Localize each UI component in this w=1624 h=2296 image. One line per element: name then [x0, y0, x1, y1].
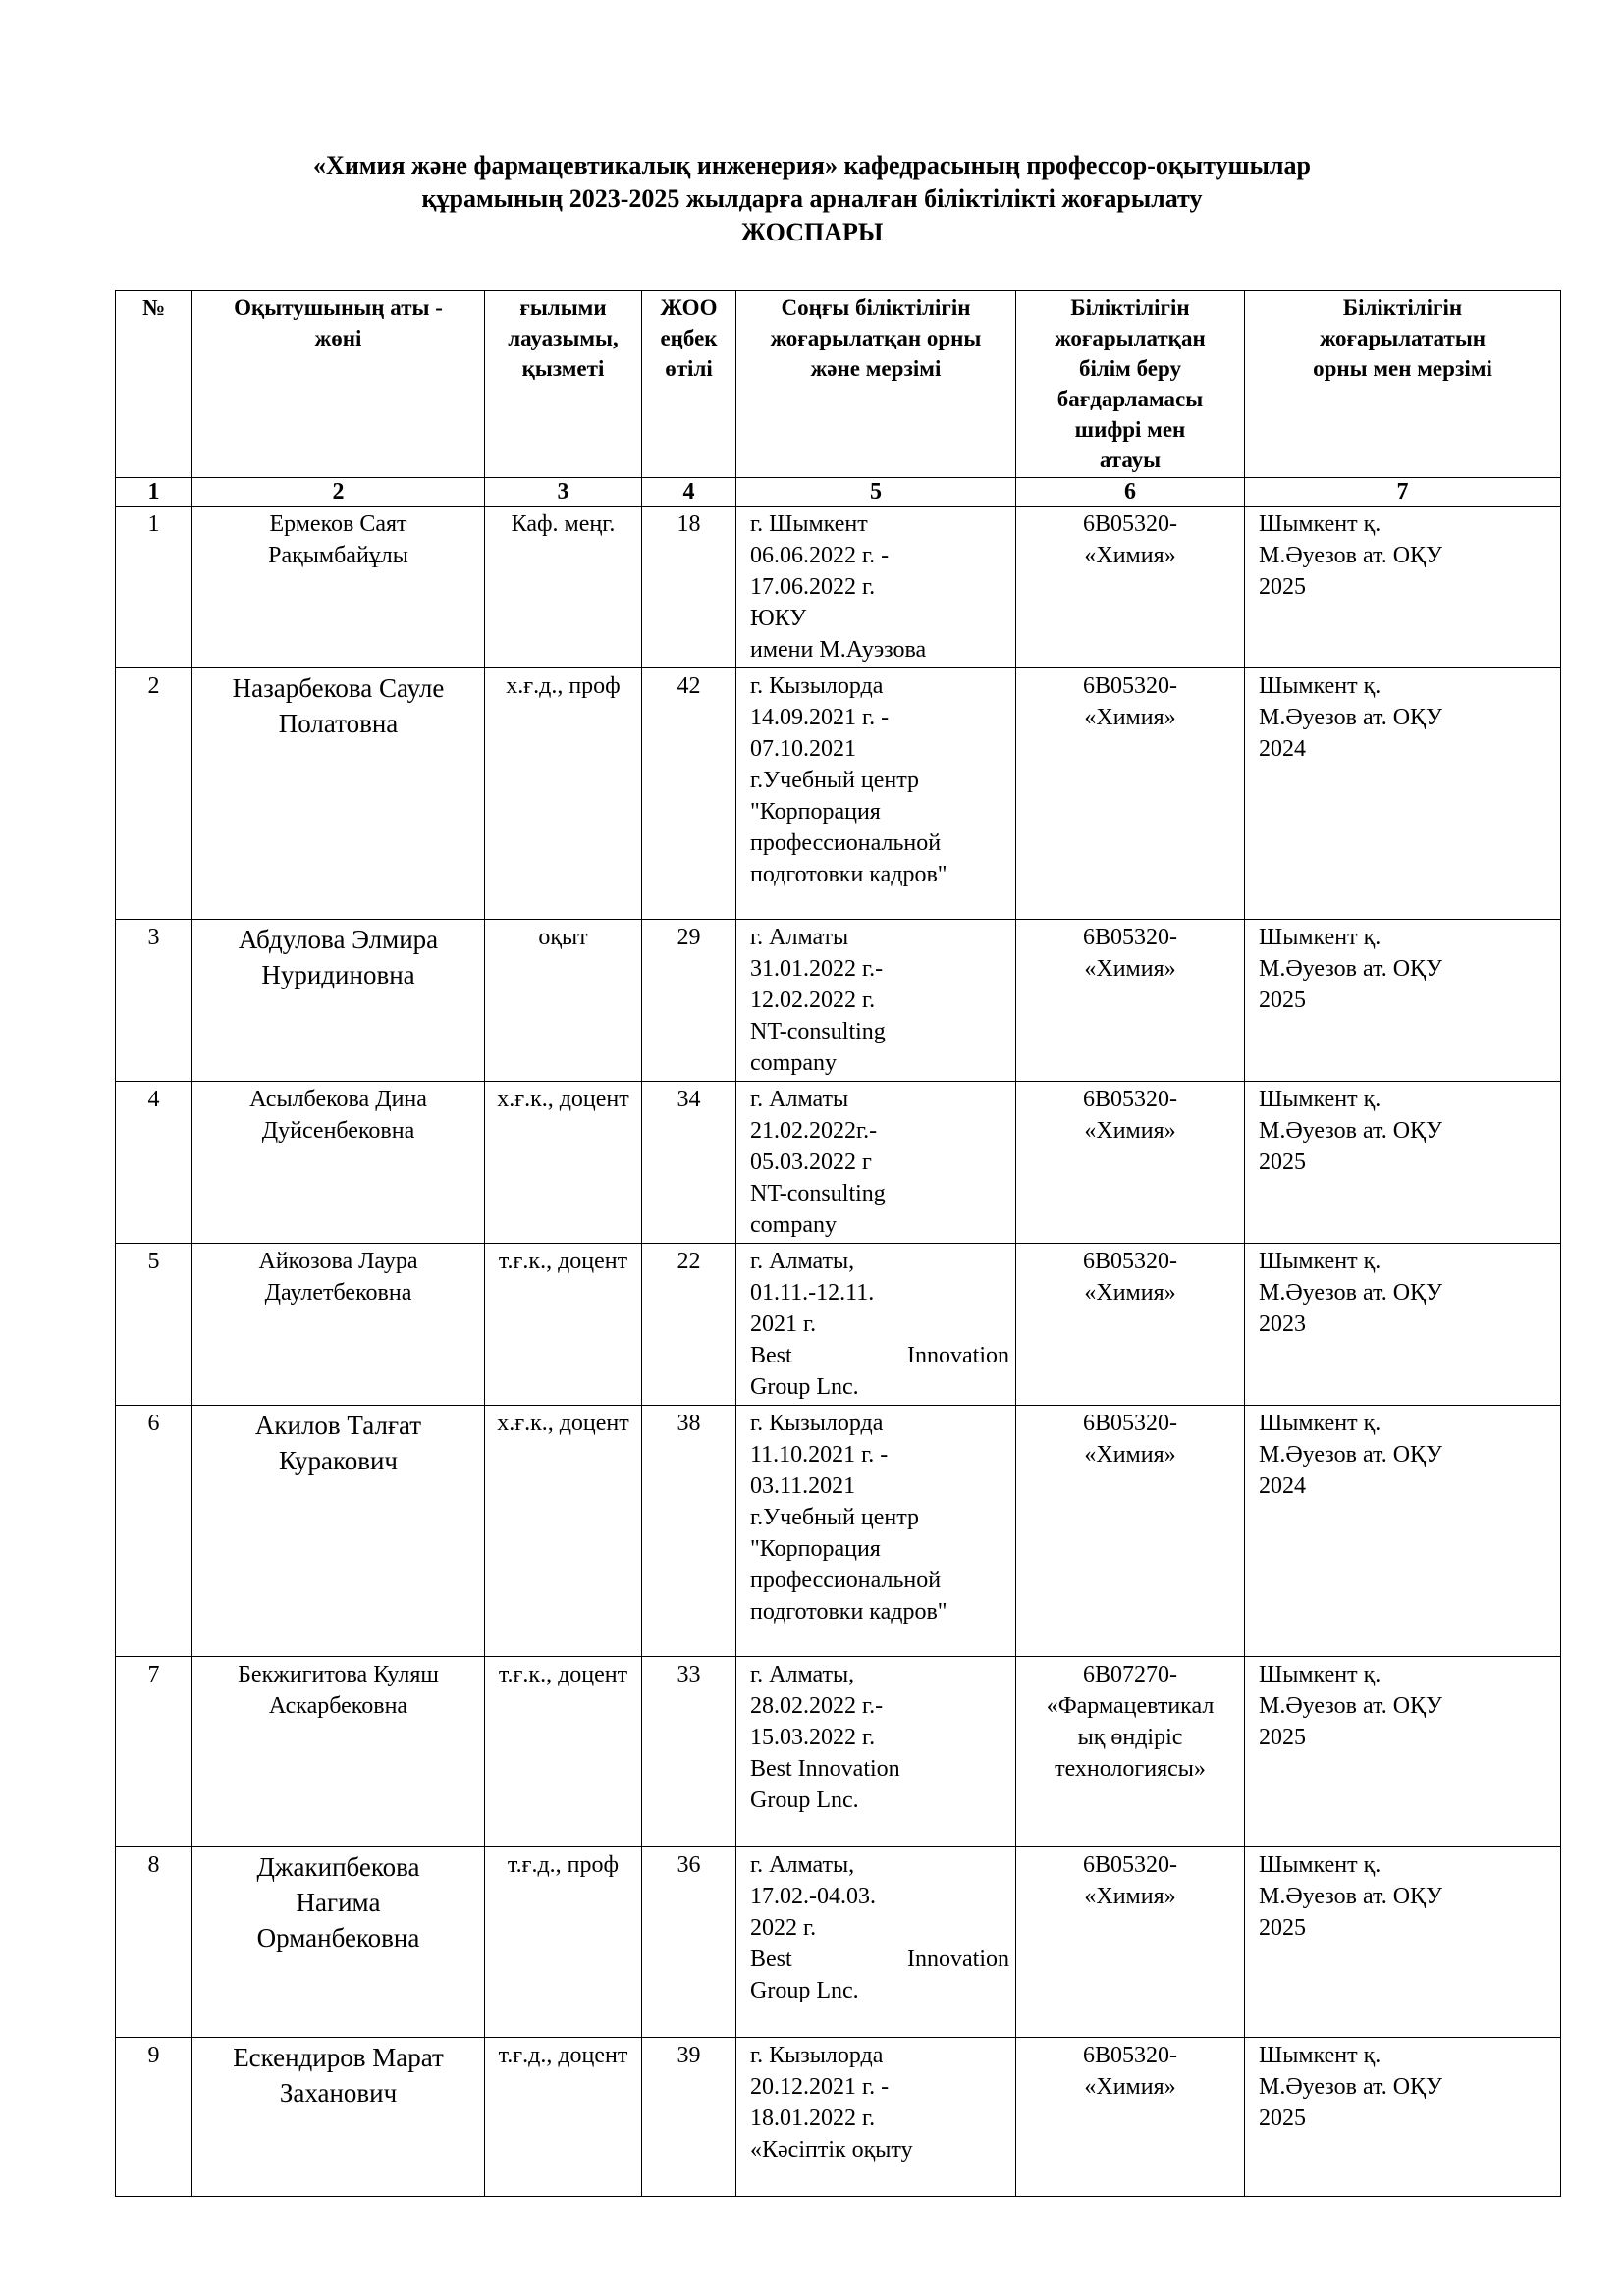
cell-line: 9	[147, 2043, 160, 2068]
cell-line: Біліктілігін	[1070, 295, 1190, 320]
cell-line: «Фармацевтикал	[1046, 1693, 1215, 1719]
column-number: 6	[1016, 478, 1245, 507]
table-row	[116, 507, 1561, 668]
program-cell	[1016, 1406, 1245, 1657]
cell-line: Куракович	[279, 1446, 398, 1475]
cell-line: бағдарламасы	[1056, 387, 1204, 411]
cell-line: «Химия»	[1084, 1442, 1176, 1468]
program-cell	[1016, 2038, 1245, 2197]
cell-line: жоғарылатқан	[1055, 326, 1206, 350]
cell-line: Айкозова Лаура	[258, 1249, 418, 1274]
cell-line: жоғарылатқан орны	[770, 326, 982, 350]
cell-line: т.ғ.д., доцент	[498, 2043, 628, 2068]
header-row	[116, 291, 1561, 478]
table-row	[116, 668, 1561, 920]
cell-line: 6В07270-	[1083, 1662, 1177, 1687]
cell-line: г. Алматы	[750, 1087, 849, 1112]
teacher-name-cell	[192, 507, 485, 668]
cell-line: г. Алматы	[750, 925, 849, 950]
cell-line: Дуйсенбековна	[261, 1118, 415, 1144]
cell-line: «Химия»	[1084, 543, 1176, 568]
cell-line: 03.11.2021	[750, 1473, 856, 1499]
teacher-name-cell	[192, 1847, 485, 2038]
cell-line: М.Әуезов ат. ОҚУ	[1259, 1118, 1443, 1144]
cell-line: 6В05320-	[1083, 1852, 1177, 1878]
document-title	[0, 149, 1624, 249]
cell-line: г.Учебный центр	[750, 1505, 919, 1530]
planned-training-cell	[1245, 668, 1561, 920]
cell-line: Бекжигитова Куляш	[238, 1662, 439, 1687]
cell-line: Шымкент қ.	[1259, 1087, 1381, 1112]
cell-line: профессиональной	[750, 1568, 942, 1593]
cell-line: Group Lnc.	[750, 1374, 859, 1400]
cell-line: Best Innovation	[750, 1343, 1009, 1368]
planned-training-cell	[1245, 920, 1561, 1082]
cell-line: М.Әуезов ат. ОҚУ	[1259, 2074, 1443, 2100]
cell-line: Шымкент қ.	[1259, 1662, 1381, 1687]
cell-line: білім беру	[1079, 356, 1181, 381]
table-row	[116, 1847, 1561, 2038]
position-cell	[485, 507, 642, 668]
cell-line: атауы	[1099, 448, 1162, 472]
cell-line: имени М.Ауэзова	[750, 637, 927, 663]
planned-training-cell	[1245, 1406, 1561, 1657]
last-training-cell	[736, 507, 1016, 668]
cell-line: 22	[677, 1249, 701, 1274]
cell-line: 38	[677, 1411, 701, 1436]
column-number: 2	[192, 478, 485, 507]
experience-cell	[642, 1406, 736, 1657]
teacher-name-cell	[192, 1657, 485, 1847]
cell-line: «Химия»	[1084, 1884, 1176, 1909]
cell-line: Каф. меңг.	[511, 511, 616, 537]
experience-cell	[642, 1082, 736, 1244]
cell-line: 4	[147, 1087, 160, 1112]
cell-line: Group Lnc.	[750, 1788, 859, 1813]
cell-line: шифрі мен	[1074, 417, 1186, 442]
last-training-cell	[736, 1082, 1016, 1244]
cell-line: «Химия»	[1084, 1280, 1176, 1306]
cell-line: 2023	[1259, 1311, 1306, 1337]
cell-line: Шымкент қ.	[1259, 2043, 1381, 2068]
cell-line: г. Алматы,	[750, 1249, 855, 1274]
header-cell	[485, 291, 642, 478]
experience-cell	[642, 920, 736, 1082]
planned-training-cell	[1245, 507, 1561, 668]
title-line-2: құрамының 2023-2025 жылдарға арналған біліктілікті жоғарылату	[421, 185, 1203, 213]
planned-training-cell	[1245, 1244, 1561, 1406]
cell-line: т.ғ.к., доцент	[498, 1249, 628, 1274]
cell-line: подготовки кадров"	[750, 1599, 947, 1625]
cell-line: №	[141, 295, 166, 320]
cell-line: «Химия»	[1084, 1118, 1176, 1144]
cell-line: 2021 г.	[750, 1311, 817, 1337]
cell-line: Нагима	[296, 1888, 381, 1917]
cell-line: Group Lnc.	[750, 1978, 859, 2003]
position-cell	[485, 668, 642, 920]
position-cell	[485, 1657, 642, 1847]
cell-line: 07.10.2021	[750, 736, 856, 762]
program-cell	[1016, 668, 1245, 920]
cell-line: ЮКУ	[750, 606, 807, 631]
cell-line: профессиональной	[750, 830, 942, 856]
cell-line: еңбек	[660, 326, 718, 350]
cell-line: г. Кызылорда	[750, 1411, 884, 1436]
row-number-cell	[116, 1847, 192, 2038]
last-training-cell	[736, 1406, 1016, 1657]
cell-line: 6В05320-	[1083, 1087, 1177, 1112]
cell-line: Best Innovation	[750, 1947, 1009, 1972]
cell-line: 33	[677, 1662, 701, 1687]
planned-training-cell	[1245, 1847, 1561, 2038]
cell-line: NT-consulting	[750, 1019, 886, 1044]
cell-line: жөні	[314, 326, 362, 350]
cell-line: «Химия»	[1084, 705, 1176, 730]
cell-line: 36	[677, 1852, 701, 1878]
cell-line: 17.02.-04.03.	[750, 1884, 876, 1909]
cell-line: Best Innovation	[750, 1756, 900, 1782]
table-row	[116, 1244, 1561, 1406]
cell-line: өтілі	[665, 356, 713, 381]
position-cell	[485, 1847, 642, 2038]
cell-line: 2022 г.	[750, 1915, 817, 1941]
cell-line: т.ғ.к., доцент	[498, 1662, 628, 1687]
position-cell	[485, 1082, 642, 1244]
title-line-1: «Химия және фармацевтикалық инженерия» кафедрасының профессор-оқытушылар	[313, 151, 1311, 180]
cell-line: қызметі	[521, 356, 605, 381]
column-number: 5	[736, 478, 1016, 507]
cell-line: 8	[147, 1852, 160, 1878]
cell-line: ық өндіріс	[1077, 1725, 1183, 1750]
cell-line: "Корпорация	[750, 1536, 881, 1562]
cell-line: М.Әуезов ат. ОҚУ	[1259, 1280, 1443, 1306]
cell-line: NT-consulting	[750, 1181, 886, 1206]
cell-line: М.Әуезов ат. ОҚУ	[1259, 543, 1443, 568]
table-row	[116, 1406, 1561, 1657]
cell-line: Назарбекова Сауле	[232, 673, 445, 703]
cell-line: 18	[677, 511, 701, 537]
cell-line: 11.10.2021 г. -	[750, 1442, 889, 1468]
teacher-name-cell	[192, 2038, 485, 2197]
cell-line: Джакипбекова	[256, 1852, 420, 1882]
cell-line: Акилов Талғат	[254, 1411, 422, 1440]
cell-line: және мерзімі	[810, 356, 942, 381]
planned-training-cell	[1245, 1082, 1561, 1244]
cell-line: М.Әуезов ат. ОҚУ	[1259, 705, 1443, 730]
cell-line: оқыт	[538, 925, 588, 950]
cell-line: г. Кызылорда	[750, 2043, 884, 2068]
cell-line: Шымкент қ.	[1259, 511, 1381, 537]
cell-line: Рақымбайұлы	[268, 543, 408, 568]
cell-line: «Кәсіптік оқыту	[750, 2137, 913, 2163]
last-training-cell	[736, 1657, 1016, 1847]
cell-line: 2	[147, 673, 160, 699]
program-cell	[1016, 507, 1245, 668]
position-cell	[485, 2038, 642, 2197]
cell-line: 6В05320-	[1083, 511, 1177, 537]
cell-line: М.Әуезов ат. ОҚУ	[1259, 1884, 1443, 1909]
header-cell	[1016, 291, 1245, 478]
position-cell	[485, 920, 642, 1082]
table-row	[116, 920, 1561, 1082]
column-number: 4	[642, 478, 736, 507]
cell-line: Аскарбековна	[268, 1693, 408, 1719]
cell-line: 2025	[1259, 988, 1306, 1013]
cell-line: Орманбековна	[256, 1923, 420, 1952]
cell-line: 5	[147, 1249, 160, 1274]
cell-line: г. Алматы,	[750, 1852, 855, 1878]
last-training-cell	[736, 920, 1016, 1082]
cell-line: Соңғы біліктілігін	[781, 295, 971, 320]
cell-line: 06.06.2022 г. -	[750, 543, 890, 568]
cell-line: М.Әуезов ат. ОҚУ	[1259, 1442, 1443, 1468]
cell-line: Оқытушының аты -	[234, 295, 443, 320]
cell-line: г. Кызылорда	[750, 673, 884, 699]
last-training-cell	[736, 668, 1016, 920]
cell-line: 2024	[1259, 736, 1306, 762]
cell-line: Заханович	[279, 2078, 398, 2108]
cell-line: ғылыми	[519, 295, 607, 320]
cell-line: Шымкент қ.	[1259, 1249, 1381, 1274]
header-cell	[1245, 291, 1561, 478]
cell-line: М.Әуезов ат. ОҚУ	[1259, 956, 1443, 982]
teacher-name-cell	[192, 1082, 485, 1244]
cell-line: Ескендиров Марат	[233, 2043, 444, 2072]
cell-line: 14.09.2021 г. -	[750, 705, 890, 730]
cell-line: технологиясы»	[1055, 1756, 1206, 1782]
program-cell	[1016, 1657, 1245, 1847]
program-cell	[1016, 920, 1245, 1082]
last-training-cell	[736, 2038, 1016, 2197]
column-number: 3	[485, 478, 642, 507]
teacher-name-cell	[192, 1406, 485, 1657]
column-number-row	[116, 478, 1561, 507]
experience-cell	[642, 1657, 736, 1847]
cell-line: Біліктілігін	[1342, 295, 1463, 320]
cell-line: жоғарылататын	[1319, 326, 1487, 350]
teacher-name-cell	[192, 920, 485, 1082]
cell-line: 28.02.2022 г.-	[750, 1693, 884, 1719]
row-number-cell	[116, 507, 192, 668]
cell-line: г.Учебный центр	[750, 768, 919, 793]
experience-cell	[642, 507, 736, 668]
row-number-cell	[116, 1406, 192, 1657]
cell-line: орны мен мерзімі	[1313, 356, 1492, 381]
cell-line: 1	[147, 511, 160, 537]
cell-line: «Химия»	[1084, 956, 1176, 982]
cell-line: 15.03.2022 г.	[750, 1725, 876, 1750]
row-number-cell	[116, 920, 192, 1082]
cell-line: 3	[147, 925, 160, 950]
experience-cell	[642, 1244, 736, 1406]
cell-line: х.ғ.к., доцент	[497, 1087, 629, 1112]
cell-line: «Химия»	[1084, 2074, 1176, 2100]
experience-cell	[642, 2038, 736, 2197]
row-number-cell	[116, 1657, 192, 1847]
title-line-3: ЖОСПАРЫ	[740, 218, 884, 246]
program-cell	[1016, 1082, 1245, 1244]
cell-line: Ермеков Саят	[269, 511, 407, 537]
cell-line: 2024	[1259, 1473, 1306, 1499]
row-number-cell	[116, 668, 192, 920]
cell-line: 2025	[1259, 2106, 1306, 2131]
training-plan-table	[115, 290, 1561, 2197]
cell-line: "Корпорация	[750, 799, 881, 825]
cell-line: 29	[677, 925, 701, 950]
cell-line: Шымкент қ.	[1259, 925, 1381, 950]
cell-line: 17.06.2022 г.	[750, 574, 876, 600]
cell-line: company	[750, 1212, 837, 1238]
teacher-name-cell	[192, 668, 485, 920]
cell-line: 6В05320-	[1083, 673, 1177, 699]
table-row	[116, 1657, 1561, 1847]
cell-line: М.Әуезов ат. ОҚУ	[1259, 1693, 1443, 1719]
teacher-name-cell	[192, 1244, 485, 1406]
cell-line: 34	[677, 1087, 701, 1112]
cell-line: 39	[677, 2043, 701, 2068]
cell-line: 18.01.2022 г.	[750, 2106, 876, 2131]
cell-line: Полатовна	[278, 709, 399, 738]
cell-line: 31.01.2022 г.-	[750, 956, 884, 982]
cell-line: 20.12.2021 г. -	[750, 2074, 890, 2100]
header-cell	[192, 291, 485, 478]
cell-line: 6В05320-	[1083, 925, 1177, 950]
experience-cell	[642, 1847, 736, 2038]
cell-line: 6	[147, 1411, 160, 1436]
last-training-cell	[736, 1244, 1016, 1406]
row-number-cell	[116, 2038, 192, 2197]
cell-line: 2025	[1259, 1149, 1306, 1175]
table-body	[116, 507, 1561, 2197]
cell-line: Шымкент қ.	[1259, 1852, 1381, 1878]
table-row	[116, 2038, 1561, 2197]
cell-line: х.ғ.д., проф	[506, 673, 621, 699]
cell-line: Нуридиновна	[261, 960, 415, 989]
cell-line: Шымкент қ.	[1259, 1411, 1381, 1436]
cell-line: 6В05320-	[1083, 1411, 1177, 1436]
header-cell	[116, 291, 192, 478]
program-cell	[1016, 1847, 1245, 2038]
cell-line: 12.02.2022 г.	[750, 988, 876, 1013]
cell-line: г. Алматы,	[750, 1662, 855, 1687]
cell-line: 42	[677, 673, 701, 699]
cell-line: Абдулова Элмира	[238, 925, 439, 954]
cell-line: подготовки кадров"	[750, 862, 947, 887]
cell-line: Шымкент қ.	[1259, 673, 1381, 699]
cell-line: ЖОО	[660, 295, 718, 320]
table-row	[116, 1082, 1561, 1244]
cell-line: 2025	[1259, 1725, 1306, 1750]
cell-line: лауазымы,	[508, 326, 619, 350]
cell-line: 01.11.-12.11.	[750, 1280, 875, 1306]
cell-line: 2025	[1259, 1915, 1306, 1941]
header-cell	[642, 291, 736, 478]
program-cell	[1016, 1244, 1245, 1406]
cell-line: г. Шымкент	[750, 511, 868, 537]
cell-line: 2025	[1259, 574, 1306, 600]
cell-line: 7	[147, 1662, 160, 1687]
column-number: 7	[1245, 478, 1561, 507]
planned-training-cell	[1245, 1657, 1561, 1847]
cell-line: х.ғ.к., доцент	[497, 1411, 629, 1436]
header-cell	[736, 291, 1016, 478]
column-number: 1	[116, 478, 192, 507]
row-number-cell	[116, 1244, 192, 1406]
planned-training-cell	[1245, 2038, 1561, 2197]
cell-line: 6В05320-	[1083, 1249, 1177, 1274]
cell-line: 6В05320-	[1083, 2043, 1177, 2068]
row-number-cell	[116, 1082, 192, 1244]
cell-line: company	[750, 1050, 837, 1076]
cell-line: Даулетбековна	[264, 1280, 412, 1306]
position-cell	[485, 1406, 642, 1657]
experience-cell	[642, 668, 736, 920]
cell-line: т.ғ.д., проф	[507, 1852, 620, 1878]
cell-line: 21.02.2022г.-	[750, 1118, 878, 1144]
cell-line: Асылбекова Дина	[249, 1087, 427, 1112]
last-training-cell	[736, 1847, 1016, 2038]
position-cell	[485, 1244, 642, 1406]
cell-line: 05.03.2022 г	[750, 1149, 872, 1175]
